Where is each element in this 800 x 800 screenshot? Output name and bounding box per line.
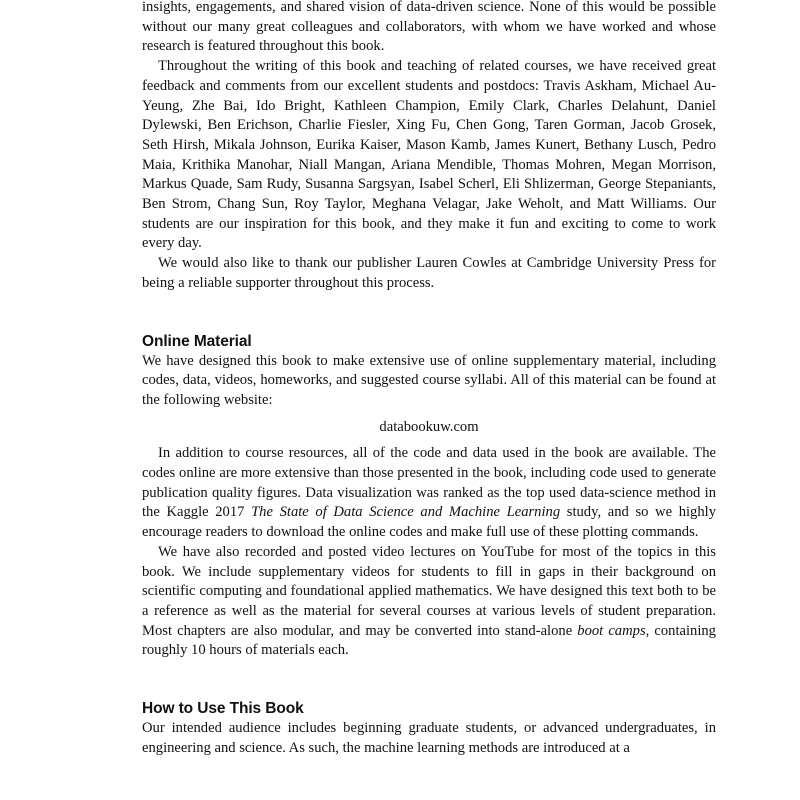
- paragraph-videos: [142, 543, 716, 661]
- text-column: [142, 0, 716, 759]
- codes-text-end: study, and so we highly encourage readers to download the online codes and make full use of these plotting commands.: [142, 504, 716, 541]
- paragraph-acknowledgments-continued: insights, engagements, and shared vision of data-driven science. None of this would be possible without our many great colleagues and collaborators, with whom we have worked and whose research is featured throughout this book.: [142, 0, 716, 55]
- paragraph-audience: Our intended audience includes beginning graduate students, or advanced undergraduates, in engineering and science. As such, the machine learning methods are introduced at a: [142, 720, 716, 756]
- kaggle-survey-title: The State of Data Science and Machine Learning: [251, 504, 561, 521]
- paragraph-publisher-thanks: We would also like to thank our publisher Lauren Cowles at Cambridge University Press for being a reliable supporter throughout this process.: [142, 255, 716, 291]
- heading-how-to-use: How to Use This Book: [142, 700, 304, 718]
- paragraph-online-intro: We have designed this book to make extensive use of online supplementary material, including codes, data, videos, homeworks, and suggested course syllabi. All of this material can be found at the following website:: [142, 352, 716, 408]
- codes-text-start: In addition to course resources, all of the code and data used in the book are available. The codes online are more extensive than those presented in the book, including code used to generate publication quality figures. Data visualization was ranked as the top used data-science method in the Kaggle 2017: [142, 445, 716, 521]
- boot-camps-emphasis: boot camps: [577, 622, 646, 639]
- videos-text-end: , containing roughly 10 hours of materials each.: [142, 622, 716, 659]
- videos-text-start: We have also recorded and posted video lectures on YouTube for most of the topics in this book. We include supplementary videos for students to fill in gaps in their background on scientific computing and foundational applied mathematics. We have designed this text both to be a reference as well as the material for several courses at various levels of student preparation. Most chapters are also modular, and may be converted into stand-alone: [142, 543, 716, 639]
- paragraph-codes: [142, 444, 716, 543]
- paragraph-students-thanks: Throughout the writing of this book and teaching of related courses, we have received great feedback and comments from our excellent students and postdocs: Travis Askham, Michael Au-Yeung, Zhe Bai, Ido Bright, Kathleen Champion, Emily Clark, Charles Delahunt, Daniel Dylewski, Ben Erichson, Charlie Fiesler, Xing Fu, Chen Gong, Taren Gorman, Jacob Grosek, Seth Hirsh, Mikala Johnson, Eurika Kaiser, Mason Kamb, James Kunert, Bethany Lusch, Pedro Maia, Krithika Manohar, Niall Mangan, Ariana Mendible, Thomas Mohren, Megan Morrison, Markus Quade, Sam Rudy, Susanna Sargsyan, Isabel Scherl, Eli Shlizerman, George Stepaniants, Ben Strom, Chang Sun, Roy Taylor, Meghana Velagar, Jake Weholt, and Matt Williams. Our students are our inspiration for this book, and they make it fun and exciting to come to work every day.: [142, 58, 716, 252]
- website-link[interactable]: databookuw.com: [379, 418, 479, 435]
- heading-online-material: Online Material: [142, 332, 252, 350]
